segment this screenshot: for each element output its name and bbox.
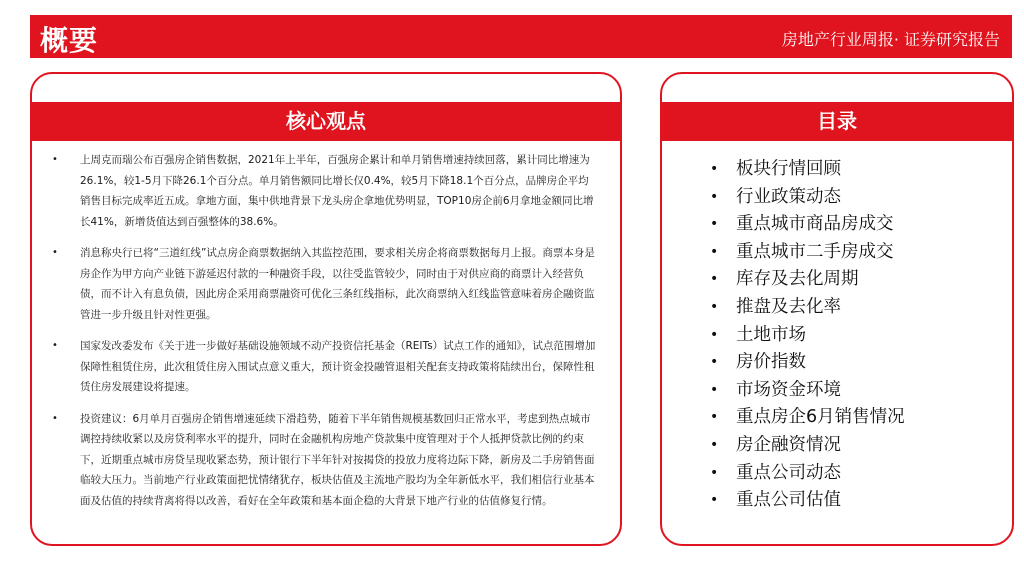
- toc-item-label: 行业政策动态: [736, 186, 841, 207]
- core-views-panel: [30, 72, 622, 546]
- bullet-icon: •: [710, 381, 719, 398]
- bullet-icon: •: [710, 409, 719, 426]
- toc-item-label: 土地市场: [736, 324, 806, 345]
- toc-list: [708, 156, 905, 515]
- core-view-item: [50, 409, 598, 512]
- toc-panel: [660, 72, 1014, 546]
- toc-item[interactable]: [708, 239, 905, 267]
- bullet-icon: •: [710, 354, 719, 371]
- core-view-item: [50, 336, 598, 398]
- toc-item[interactable]: [708, 377, 905, 405]
- page-title: 概要: [40, 24, 99, 57]
- toc-item-label: 市场资金环境: [736, 379, 841, 400]
- toc-item-label: 推盘及去化率: [736, 296, 841, 317]
- toc-item-label: 板块行情回顾: [736, 159, 841, 179]
- title-bar: [30, 15, 1012, 58]
- bullet-icon: •: [52, 247, 58, 258]
- bullet-icon: •: [52, 340, 58, 351]
- bullet-icon: •: [710, 464, 719, 481]
- toc-item[interactable]: [708, 460, 905, 488]
- core-view-text: 消息称央行已将“三道红线”试点房企商票数据纳入其监控范围，要求相关房企将商票数据每月上报。商票本身是房企作为甲方向产业链下游延迟付款的一种融资手段，以往受监管较少，同时由于对供应商的商票计入经营负债，而不计入有息负债，因此房企采用商票融资可优化三条红线指标，此次商票纳入红线监管意味着房企融资监管进一步升级且针对性更强。: [80, 247, 595, 321]
- bullet-icon: •: [710, 298, 719, 315]
- toc-item[interactable]: [708, 211, 905, 239]
- toc-item[interactable]: [708, 322, 905, 350]
- toc-item[interactable]: [708, 156, 905, 184]
- core-view-item: [50, 150, 598, 232]
- toc-item-label: 重点公司动态: [736, 462, 841, 483]
- core-view-text: 投资建议：6月单月百强房企销售增速延续下滑趋势，随着下半年销售规模基数回归正常水平，考虑到热点城市调控持续收紧以及房贷利率水平的提升，同时在金融机构房地产贷款集中度管理对于个人抵押贷款比例的约束下，近期重点城市房贷呈现收紧态势，预计银行下半年针对按揭贷的投放力度将边际下降，新房及二手房销售面临较大压力。当前地产行业政策面把忧情绪犹存，板块估值及主流地产股均为全年新低水平，我们相信行业基本面及估值的持续背离将得以改善，看好在全年政策和基本面企稳的大背景下地产行业的估值修复行情。: [80, 412, 595, 507]
- core-view-text: 上周克而瑞公布百强房企销售数据，2021年上半年，百强房企累计和单月销售增速持续回落，累计同比增速为26.1%，较1-5月下降26.1个百分点。单月销售额同比增长仅0.4%，较5月下降18.1个百分点，品牌房企平均销售目标完成率近五成。拿地方面，集中供地背景下龙头房企拿地优势明显，TOP10房企前6月拿地金额同比增长41%，新增货值达到百强整体的38.6%。: [80, 154, 594, 228]
- toc-item-label: 重点城市商品房成交: [736, 214, 894, 235]
- toc-item[interactable]: [708, 487, 905, 515]
- toc-item-label: 重点城市二手房成交: [736, 241, 894, 262]
- bullet-icon: •: [710, 161, 719, 177]
- toc-item[interactable]: [708, 349, 905, 377]
- bullet-icon: •: [710, 216, 719, 233]
- core-views-list: [50, 150, 598, 522]
- toc-item-label: 房企融资情况: [736, 434, 841, 455]
- bullet-icon: •: [52, 154, 58, 165]
- core-view-text: 国家发改委发布《关于进一步做好基础设施领域不动产投资信托基金（REITs）试点工作的通知》，试点范围增加保障性租赁住房，此次租赁住房入围试点意义重大，预计资金投融管退相关配套支持政策将陆续出台，保障性租赁住房发展建设将提速。: [80, 340, 596, 393]
- bullet-icon: •: [52, 412, 58, 424]
- toc-item-label: 重点房企6月销售情况: [736, 407, 905, 428]
- core-views-title: 核心观点: [32, 102, 620, 141]
- bullet-icon: •: [710, 326, 719, 343]
- toc-title: 目录: [662, 102, 1012, 141]
- toc-item-label: 重点公司估值: [736, 490, 841, 511]
- bullet-icon: •: [710, 188, 719, 205]
- toc-item-label: 库存及去化周期: [736, 269, 859, 290]
- toc-item[interactable]: [708, 404, 905, 432]
- bullet-icon: •: [710, 436, 719, 453]
- toc-item[interactable]: [708, 294, 905, 322]
- bullet-icon: •: [710, 492, 719, 509]
- toc-item-label: 房价指数: [736, 352, 806, 373]
- toc-item[interactable]: [708, 266, 905, 294]
- bullet-icon: •: [710, 271, 719, 288]
- core-view-item: [50, 243, 598, 325]
- toc-item[interactable]: [708, 184, 905, 212]
- report-subtitle: 房地产行业周报· 证券研究报告: [781, 30, 1000, 49]
- toc-item[interactable]: [708, 432, 905, 460]
- bullet-icon: •: [710, 243, 719, 260]
